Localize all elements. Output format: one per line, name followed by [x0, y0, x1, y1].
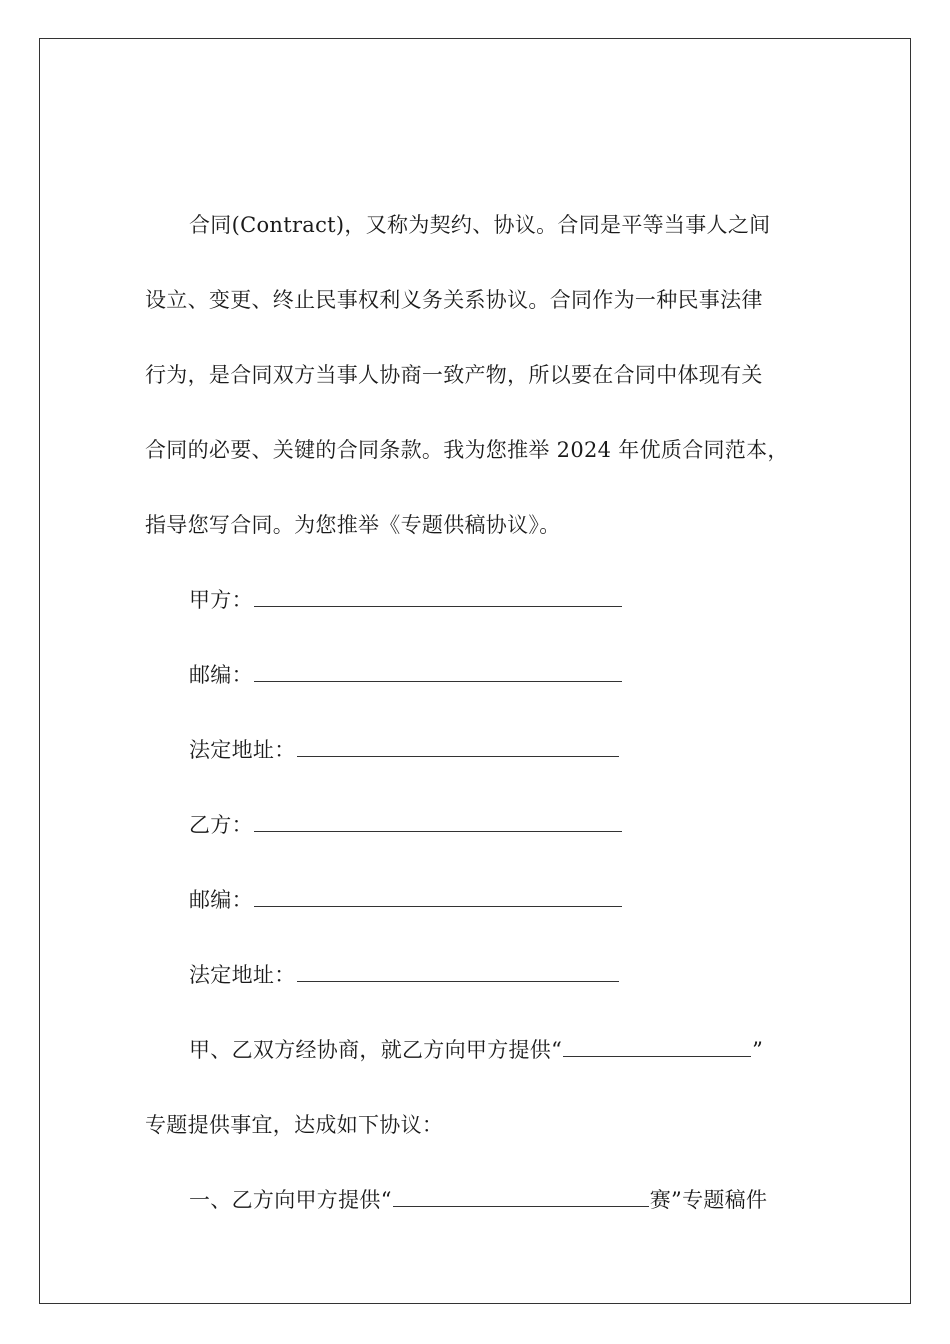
intro-line-3: 行为，是合同双方当事人协商一致产物，所以要在合同中体现有关	[145, 363, 763, 387]
party-a-address-label: 法定地址：	[189, 738, 296, 762]
party-a-postcode-blank[interactable]	[254, 659, 622, 682]
party-a-postcode-label: 邮编：	[189, 663, 253, 687]
document-body	[145, 207, 805, 1257]
party-b-postcode-label: 邮编：	[189, 888, 253, 912]
party-a-postcode-row	[145, 657, 805, 732]
clause-1-line	[145, 1182, 805, 1257]
agreement-line-2: 专题提供事宜，达成如下协议：	[145, 1113, 444, 1137]
party-b-name-blank[interactable]	[254, 809, 622, 832]
party-b-name-label: 乙方：	[189, 813, 253, 837]
intro-line-4: 合同的必要、关键的合同条款。我为您推举 2024 年优质合同范本，	[145, 438, 789, 462]
party-b-address-blank[interactable]	[297, 959, 619, 982]
party-b-postcode-blank[interactable]	[254, 884, 622, 907]
clause-1-prefix: 一、乙方向甲方提供“	[189, 1188, 392, 1212]
party-b-address-label: 法定地址：	[189, 963, 296, 987]
party-b-address-row	[145, 957, 805, 1032]
topic-blank[interactable]	[563, 1034, 751, 1057]
party-b-name-row	[145, 807, 805, 882]
agreement-line-1-prefix: 甲、乙双方经协商，就乙方向甲方提供“	[189, 1038, 563, 1062]
party-b-postcode-row	[145, 882, 805, 957]
intro-line-2: 设立、变更、终止民事权利义务关系协议。合同作为一种民事法律	[145, 288, 763, 312]
agreement-line-1	[145, 1032, 805, 1107]
agreement-line-1-suffix: ”	[752, 1038, 764, 1062]
intro-line-5: 指导您写合同。为您推举《专题供稿协议》。	[145, 513, 561, 537]
contest-blank[interactable]	[393, 1184, 649, 1207]
party-a-address-blank[interactable]	[297, 734, 619, 757]
party-a-name-row	[145, 582, 805, 657]
party-a-address-row	[145, 732, 805, 807]
party-a-name-blank[interactable]	[254, 584, 622, 607]
intro-line-1: 合同(Contract)，又称为契约、协议。合同是平等当事人之间	[189, 213, 771, 237]
clause-1-suffix: 赛”专题稿件	[649, 1188, 768, 1212]
party-a-name-label: 甲方：	[189, 588, 253, 612]
